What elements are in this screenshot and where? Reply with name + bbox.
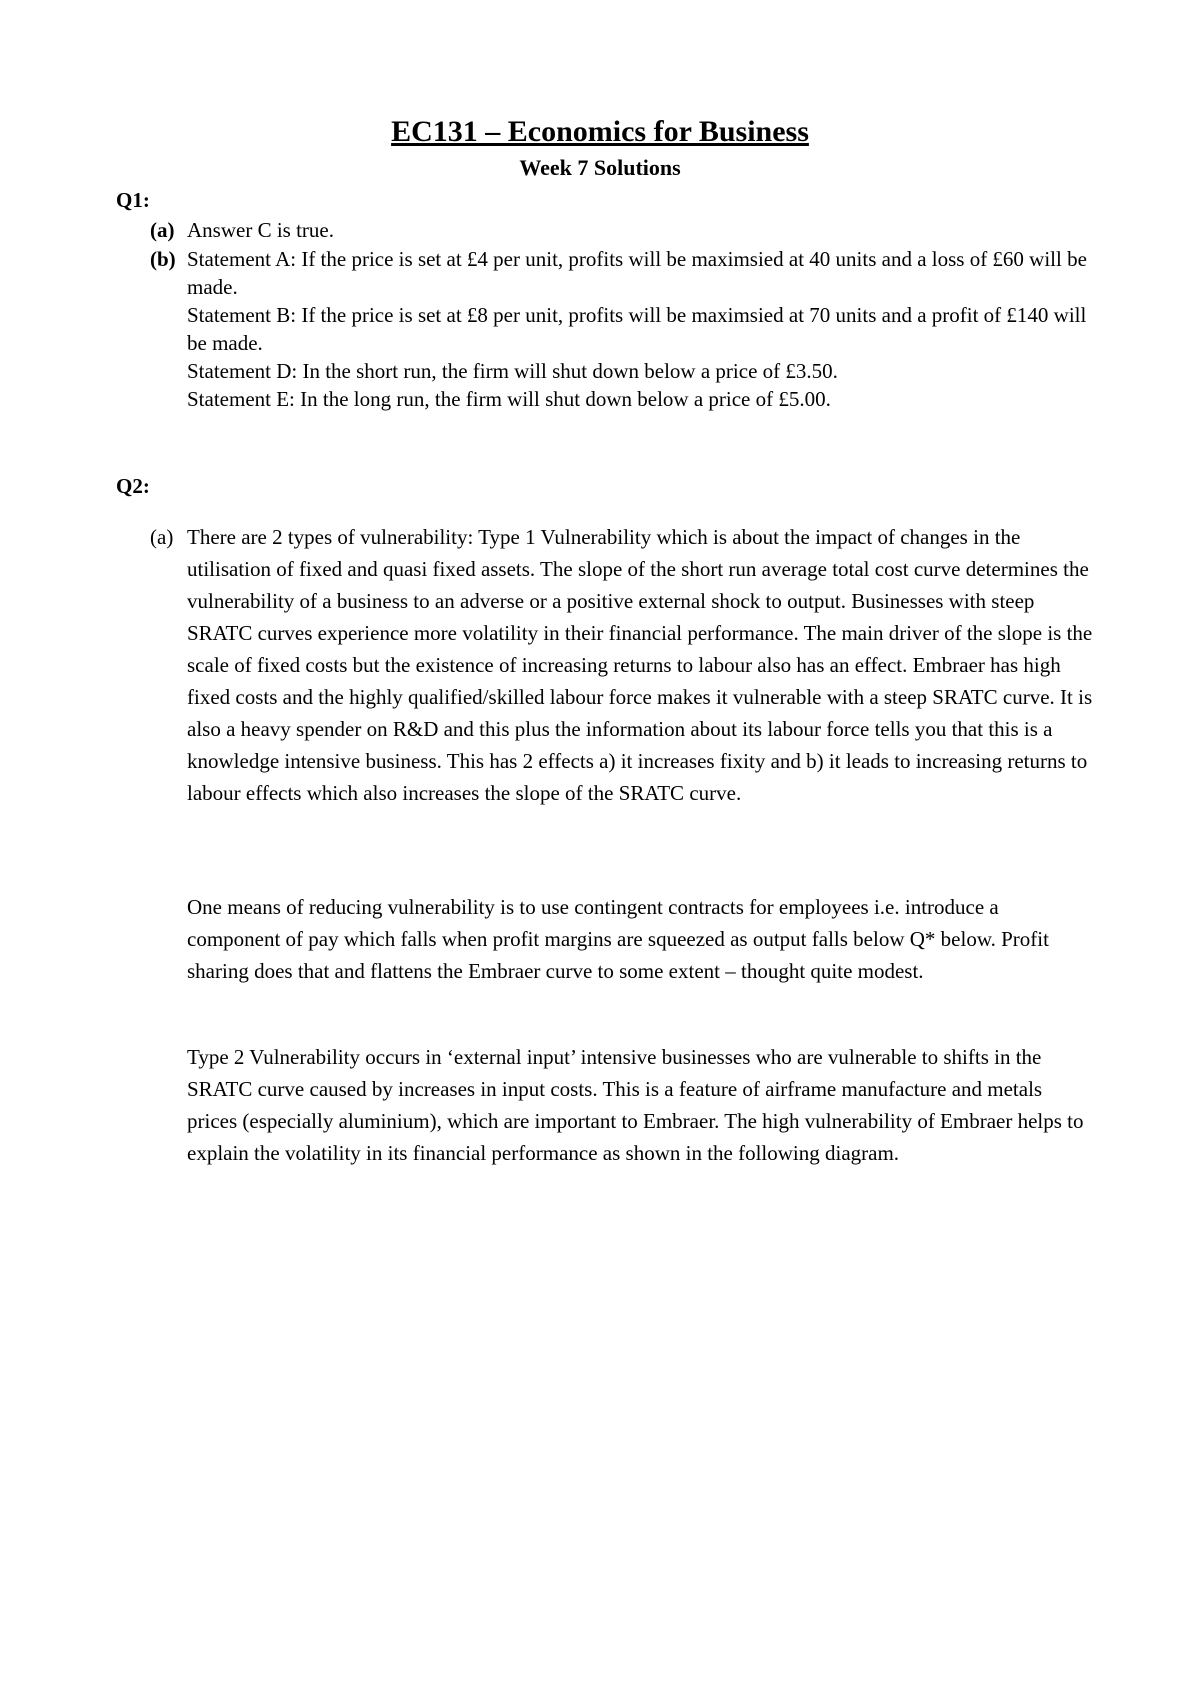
- q2-paragraph-2-text: One means of reducing vulnerability is to use contingent contracts for employees i.e. introduce a component of pay which falls when profit margins are squeezed as output falls below Q* below. Profit sharing does that and flattens the Embraer curve to some extent – thought quite modest.: [187, 895, 1049, 983]
- q1-part-b-marker: (b): [150, 247, 176, 271]
- q1-statement-b: Statement B: If the price is set at £8 per unit, profits will be maximsied at 70 units and a profit of £140 will be made.: [187, 303, 1087, 355]
- q2-heading: Q2:: [116, 474, 150, 498]
- q2-part-a-paragraph-1: [187, 521, 1097, 809]
- q2-paragraph-1-text: There are 2 types of vulnerability: Type 1 Vulnerability which is about the impact of changes in the utilisation of fixed and quasi fixed assets. The slope of the short run average total cost curve determines the vulnerability of a business to an adverse or a positive external shock to output. Businesses with steep SRATC curves experience more volatility in their financial performance. The main driver of the slope is the scale of fixed costs but the existence of increasing returns to labour also has an effect. Embraer has high fixed costs and the highly qualified/skilled labour force makes it vulnerable with a steep SRATC curve. It is also a heavy spender on R&D and this plus the information about its labour force tells you that this is a knowledge intensive business. This has 2 effects a) it increases fixity and b) it leads to increasing returns to labour effects which also increases the slope of the SRATC curve.: [187, 525, 1093, 805]
- q2-part-a-paragraph-2: [187, 891, 1097, 987]
- q2-part-a-marker: (a): [150, 525, 174, 549]
- document-subtitle: Week 7 Solutions: [519, 155, 681, 180]
- q1-statement-d: Statement D: In the short run, the firm will shut down below a price of £3.50.: [187, 359, 838, 383]
- q1-part-a-text: Answer C is true.: [187, 218, 334, 242]
- q1-part-b: [150, 245, 1100, 413]
- q2-paragraph-3-text: Type 2 Vulnerability occurs in ‘external input’ intensive businesses who are vulnerable to shifts in the SRATC curve caused by increases in input costs. This is a feature of airframe manufacture and metals prices (especially aluminium), which are important to Embraer. The high vulnerability of Embraer helps to explain the volatility in its financial performance as shown in the following diagram.: [187, 1045, 1084, 1165]
- q2-part-a-paragraph-3: [187, 1041, 1097, 1169]
- q1-heading: Q1:: [116, 188, 150, 212]
- q1-part-a-marker: (a): [150, 218, 175, 242]
- q1-part-a: [150, 216, 1100, 244]
- q1-statement-e: Statement E: In the long run, the firm will shut down below a price of £5.00.: [187, 387, 831, 411]
- q1-statement-a: Statement A: If the price is set at £4 per unit, profits will be maximsied at 40 units and a loss of £60 will be made.: [187, 247, 1087, 299]
- document-title: EC131 – Economics for Business: [391, 115, 809, 148]
